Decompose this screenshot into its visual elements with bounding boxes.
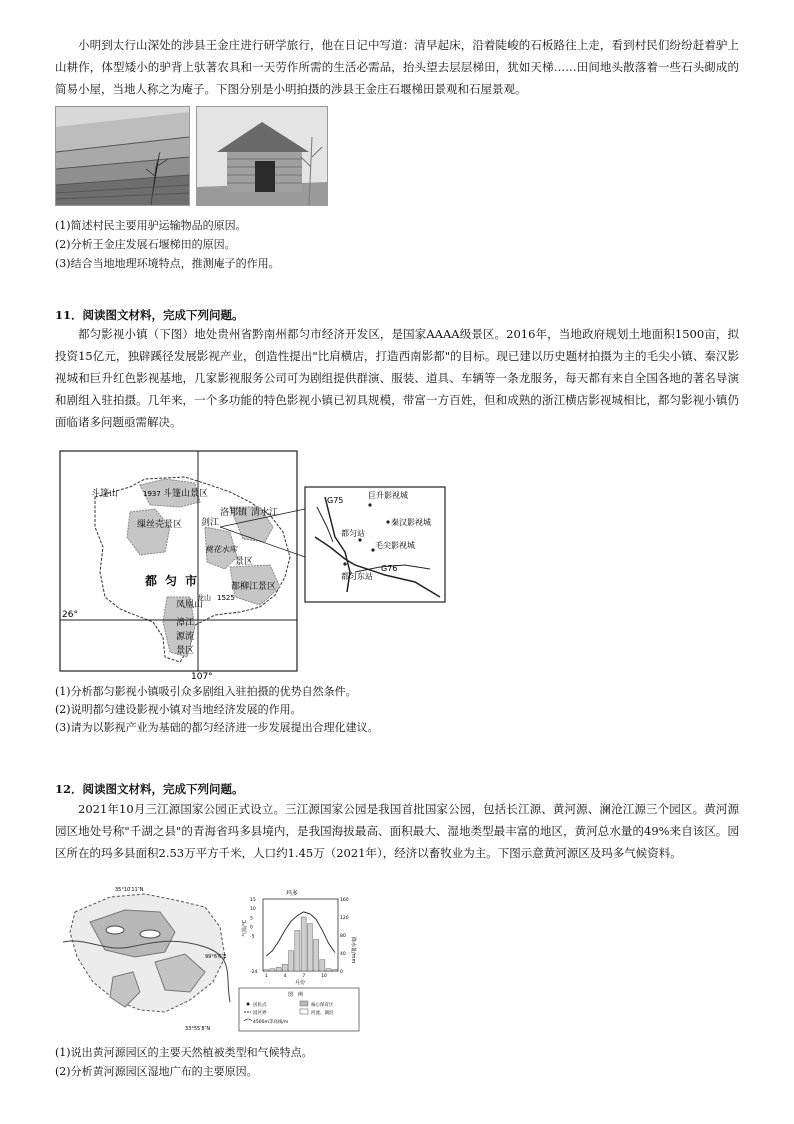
label-longshan: 龙山 [197,594,211,602]
coord-top: 35°10′11″N [115,887,144,893]
left-tick-label: -5 [250,934,255,940]
right-tick-label: 160 [340,897,349,903]
label-doupengshan: 斗篷山 [91,489,119,499]
q10-question-3: (3)结合当地地理环境特点，推测庵子的作用。 [55,257,280,270]
legend-item-2: 核心保育区 [311,1003,334,1008]
label-jingqu2: 景区 [176,646,195,656]
stone-hut-photo [196,106,328,206]
precip-bar [326,969,331,971]
precip-bar [264,970,269,971]
label-yuanliu: 源流 [176,632,195,642]
label-peak1937: 1937 [143,490,161,498]
precip-bar [314,940,319,972]
precip-bar [301,917,306,971]
precip-bar [282,964,287,971]
label-maojian: 毛尖影视城 [375,541,415,550]
climate-xlabel: 月份 [295,980,306,986]
left-tick-label: -24 [250,969,258,975]
precip-bar [295,931,300,972]
q10-question-2: (2)分析王金庄发展石堰梯田的原因。 [55,238,236,251]
label-fengshan: 凤凰山 [176,600,204,610]
temperature-line [266,912,335,956]
precip-bar [289,951,294,971]
legend-item-1: 园区界 [253,1011,267,1016]
map-legend [238,987,360,1032]
legend-item-3: 河流、湖泊 [311,1011,334,1016]
x-tick-label: 1 [264,974,268,979]
label-zhangjiang: 漳江 [176,618,195,628]
label-lon: 107° [191,672,213,679]
label-g76: G76 [381,564,398,573]
label-city: 都匀市 [145,574,206,588]
label-luobang: 洛邦镇 [220,508,248,518]
coord-bottom: 33°55′8″N [185,1026,211,1032]
label-qinhan: 秦汉影视城 [391,518,431,527]
label-taohua: 桃花水库 [205,545,237,554]
left-tick-label: 10 [250,907,256,913]
precip-bar [307,924,312,971]
climate-ylabel-right: 降水量/mm [350,937,356,964]
label-silk-area: 缫丝壳景区 [137,520,183,530]
q12-question-2: (2)分析黄河源园区湿地广布的主要原因。 [55,1065,258,1078]
coord-right: 99°6′6″E [205,954,227,960]
precip-bar [270,969,275,971]
duyun-map [55,447,455,679]
right-tick-label: 0 [340,969,343,975]
climate-title: 玛多 [286,890,299,897]
label-duyun-east: 都匀东站 [341,572,373,581]
x-tick-label: 10 [321,974,327,979]
label-duyun-station: 都匀站 [341,529,365,538]
label-jingqu: 景区 [235,557,254,567]
terrace-photo [55,106,190,206]
q11-question-3: (3)请为以影视产业为基础的都匀经济进一步发展提出合理化建议。 [55,721,379,734]
climate-ylabel-left: 气温/℃ [242,919,248,937]
precip-bar [276,967,281,971]
q12-heading: 12．阅读图文材料，完成下列问题。 [55,782,244,796]
q10-question-1: (1)简述村民主要用驴运输物品的原因。 [55,219,247,232]
q11-question-2: (2)说明都匀建设影视小镇对当地经济发展的作用。 [55,703,302,716]
right-tick-label: 40 [340,951,346,957]
climate-chart [238,887,360,987]
precip-bar [320,960,325,971]
q12-question-1: (1)说出黄河源园区的主要天然植被类型和气候特点。 [55,1046,313,1059]
label-lat: 26° [62,610,78,620]
label-peak1525: 1525 [217,594,235,602]
label-jianjiang: 剑江 [201,518,220,528]
legend-item-4: 4500m等高线/m [253,1020,289,1025]
label-qingshui: 清水江 [251,508,279,518]
q11-question-1: (1)分析都匀影视小镇吸引众多剧组入驻拍摄的优势自然条件。 [55,685,357,698]
q11-paragraph: 都匀影视小镇（下图）地处贵州省黔南州都匀市经济开发区，是国家AAAA级景区。2016年，当地政府规划土地面积1500亩，拟投资15亿元，独辟蹊径发展影视产业，创造性提出"比肩横店，打造西南影都"的目标。现已建以历史题材拍摄为主的毛尖小镇、秦汉影视城和巨升红色影视基地，几家影视服务公司可为剧组提供群演、服装、道具、车辆等一条龙服务，每天都有来自全国各地的著名导演和剧组入驻拍摄。几年来，一个多功能的特色影视小镇已初具规模，带富一方百姓，但和成熟的浙江横店影视城相比，都匀影视小镇仍面临诸多问题亟需解决。 [55,327,739,429]
label-jusheng: 巨升影视城 [368,491,408,500]
q10-paragraph: 小明到太行山深处的涉县王金庄进行研学旅行，他在日记中写道：清早起床，沿着陡峻的石板路往上走，看到村民们纷纷赶着驴上山耕作，体型矮小的驴背上驮著农具和一天劳作所需的生活必需品，抬头望去层层梯田，犹如天梯……田间地头散落着一些石头砌成的简易小屋，当地人称之为庵子。下图分别是小明拍摄的涉县王金庄石堰梯田景观和石屋景观。 [55,38,739,96]
legend-item-0: 居民点 [253,1003,267,1008]
q11-heading: 11．阅读图文材料，完成下列问题。 [55,308,244,322]
right-tick-label: 120 [340,915,349,921]
x-tick-label: 4 [283,974,287,979]
left-tick-label: 0 [250,925,253,931]
yellow-river-source-map [55,882,235,1032]
x-tick-label: 7 [302,974,306,979]
left-tick-label: 15 [250,897,256,903]
precip-bar [332,970,337,971]
left-tick-label: 5 [250,916,253,922]
legend-title: 图 例 [288,992,304,998]
q12-paragraph: 2021年10月三江源国家公园正式设立。三江源国家公园是我国首批国家公园，包括长江源、黄河源、澜沧江源三个园区。黄河源园区地处号称"千湖之县"的青海省玛多县境内，是我国海拔最高、面积最大、湿地类型最丰富的地区，黄河总水量的49%来自该区。园区所在的玛多县面积2.53万平方千米，人口约1.45万（2021年），经济以畜牧业为主。下图示意黄河源区及玛多气候资料。 [55,802,739,860]
label-g75: G75 [327,496,344,505]
label-doupengshan-area: 斗篷山景区 [163,489,209,499]
label-doulijiang: 都柳江景区 [231,582,277,592]
climate-frame [263,899,338,971]
right-tick-label: 80 [340,933,346,939]
